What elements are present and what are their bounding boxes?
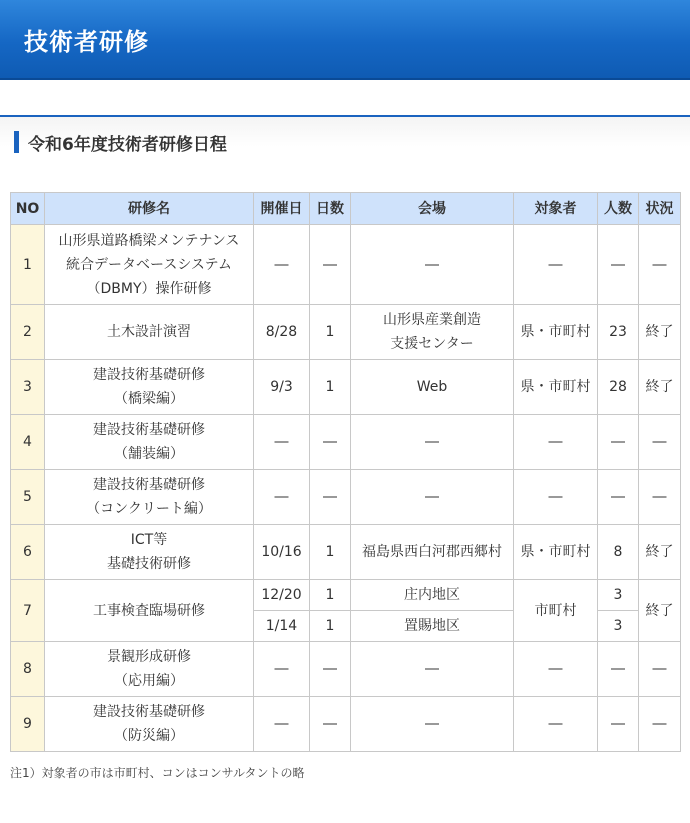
table-row [11,580,681,611]
cell-count: 3 [598,611,639,642]
cell-venue: ― [351,470,514,525]
cell-count: 28 [598,360,639,415]
header-name: 研修名 [45,193,254,225]
training-schedule-table [10,192,681,752]
cell-name: 建設技術基礎研修 （防災編） [45,697,254,752]
cell-status: 終了 [639,305,681,360]
header-date: 開催日 [254,193,310,225]
cell-venue: 置賜地区 [351,611,514,642]
cell-date: ― [254,470,310,525]
page-title: 技術者研修 [24,28,149,56]
cell-date: ― [254,697,310,752]
header-target: 対象者 [514,193,598,225]
cell-count: ― [598,415,639,470]
cell-count: ― [598,697,639,752]
cell-count: 23 [598,305,639,360]
cell-status: 終了 [639,580,681,642]
header-no: NO [11,193,45,225]
cell-count: ― [598,470,639,525]
cell-days: 1 [310,611,351,642]
cell-venue: ― [351,225,514,305]
cell-days: 1 [310,305,351,360]
table-row [11,470,681,525]
cell-target: 県・市町村 [514,525,598,580]
cell-venue: 山形県産業創造 支援センター [351,305,514,360]
cell-no: 7 [11,580,45,642]
cell-name: 工事検査臨場研修 [45,580,254,642]
cell-no: 6 [11,525,45,580]
cell-name: 建設技術基礎研修 （橋梁編） [45,360,254,415]
cell-days: 1 [310,525,351,580]
cell-date: 8/28 [254,305,310,360]
cell-name: 山形県道路橋梁メンテナンス 統合データベースシステム （DBMY）操作研修 [45,225,254,305]
cell-status: ― [639,642,681,697]
cell-name: 建設技術基礎研修 （舗装編） [45,415,254,470]
cell-no: 1 [11,225,45,305]
cell-date: 10/16 [254,525,310,580]
table-row [11,525,681,580]
cell-status: ― [639,697,681,752]
cell-no: 4 [11,415,45,470]
cell-date: ― [254,415,310,470]
cell-target: 県・市町村 [514,305,598,360]
table-row [11,305,681,360]
cell-days: ― [310,642,351,697]
cell-count: 3 [598,580,639,611]
cell-no: 9 [11,697,45,752]
cell-date: 12/20 [254,580,310,611]
cell-no: 3 [11,360,45,415]
cell-target: ― [514,697,598,752]
header-venue: 会場 [351,193,514,225]
cell-name: 土木設計演習 [45,305,254,360]
cell-target: ― [514,642,598,697]
cell-name: 景観形成研修 （応用編） [45,642,254,697]
cell-status: ― [639,470,681,525]
cell-days: 1 [310,360,351,415]
cell-days: 1 [310,580,351,611]
section-title: 令和6年度技術者研修日程 [28,135,227,155]
cell-days: ― [310,470,351,525]
cell-status: 終了 [639,525,681,580]
table-row [11,697,681,752]
cell-venue: Web [351,360,514,415]
cell-date: ― [254,642,310,697]
cell-status: 終了 [639,360,681,415]
section-accent-bar [14,131,19,153]
header-status: 状況 [639,193,681,225]
footnote: 注1）対象者の市は市町村、コンはコンサルタントの略 [10,766,305,780]
cell-no: 5 [11,470,45,525]
cell-venue: ― [351,415,514,470]
cell-name: ICT等 基礎技術研修 [45,525,254,580]
cell-no: 2 [11,305,45,360]
cell-count: ― [598,642,639,697]
cell-venue: ― [351,697,514,752]
cell-name: 建設技術基礎研修 （コンクリート編） [45,470,254,525]
cell-days: ― [310,697,351,752]
cell-target: ― [514,225,598,305]
page-banner [0,0,690,80]
table-row [11,225,681,305]
cell-target: ― [514,470,598,525]
cell-no: 8 [11,642,45,697]
table-row [11,360,681,415]
cell-venue: 福島県西白河郡西郷村 [351,525,514,580]
cell-target: ― [514,415,598,470]
table-row [11,642,681,697]
header-days: 日数 [310,193,351,225]
cell-date: 9/3 [254,360,310,415]
cell-venue: 庄内地区 [351,580,514,611]
cell-target: 県・市町村 [514,360,598,415]
cell-date: 1/14 [254,611,310,642]
cell-venue: ― [351,642,514,697]
cell-count: ― [598,225,639,305]
cell-target: 市町村 [514,580,598,642]
cell-days: ― [310,415,351,470]
cell-date: ― [254,225,310,305]
section-header [0,115,690,167]
cell-status: ― [639,415,681,470]
cell-count: 8 [598,525,639,580]
cell-status: ― [639,225,681,305]
table-header-row [11,193,681,225]
cell-days: ― [310,225,351,305]
table-row [11,415,681,470]
header-count: 人数 [598,193,639,225]
